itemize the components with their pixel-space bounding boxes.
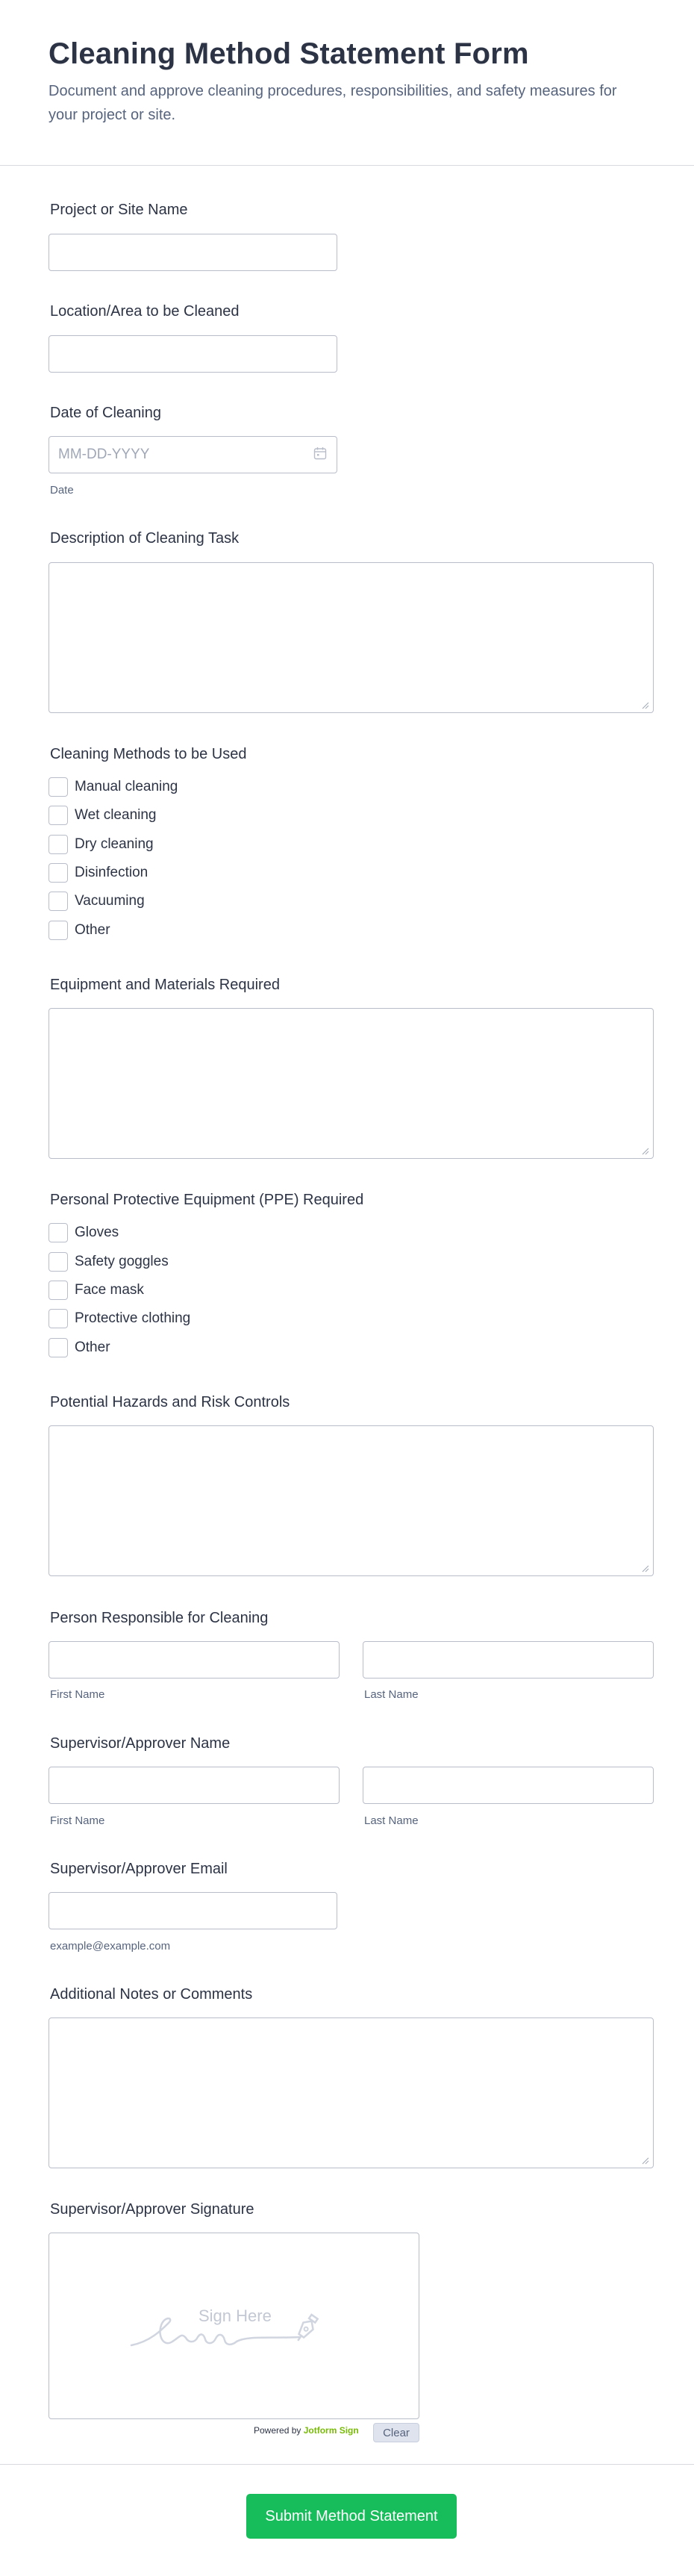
ppe-option-goggles[interactable] <box>49 1252 169 1272</box>
person-last-sublabel: Last Name <box>364 1688 419 1701</box>
signature-placeholder: Sign Here <box>198 2306 272 2325</box>
method-option-other[interactable] <box>49 921 110 940</box>
option-label: Protective clothing <box>75 1310 191 1326</box>
option-label: Vacuuming <box>75 893 145 909</box>
ppe-label: Personal Protective Equipment (PPE) Required <box>50 1192 364 1208</box>
form-subtitle: Document and approve cleaning procedures, responsibilities, and safety measures for your project or site. <box>49 83 617 123</box>
option-label: Dry cleaning <box>75 836 154 852</box>
powered-brand: Jotform Sign <box>303 2425 359 2436</box>
date-sublabel: Date <box>50 484 74 497</box>
method-option-vacuuming[interactable] <box>49 892 145 911</box>
person-responsible-label: Person Responsible for Cleaning <box>50 1610 269 1626</box>
signature-label: Supervisor/Approver Signature <box>50 2201 254 2218</box>
resize-grip-icon[interactable] <box>640 2156 649 2165</box>
resize-grip-icon[interactable] <box>640 1146 649 1155</box>
option-label: Manual cleaning <box>75 779 178 794</box>
project-name-label: Project or Site Name <box>50 202 188 218</box>
checkbox[interactable] <box>49 1252 68 1272</box>
checkbox[interactable] <box>49 921 68 940</box>
supervisor-name-label: Supervisor/Approver Name <box>50 1735 231 1752</box>
resize-grip-icon[interactable] <box>640 700 649 709</box>
option-label: Face mask <box>75 1282 144 1298</box>
person-last-name-input[interactable] <box>363 1641 654 1679</box>
supervisor-first-sublabel: First Name <box>50 1814 105 1827</box>
method-option-dry[interactable] <box>49 835 154 854</box>
description-label: Description of Cleaning Task <box>50 530 240 547</box>
option-label: Disinfection <box>75 865 149 880</box>
signature-pad[interactable] <box>49 2233 419 2419</box>
equipment-textarea[interactable] <box>49 1008 654 1159</box>
supervisor-last-sublabel: Last Name <box>364 1814 419 1827</box>
description-textarea[interactable] <box>49 562 654 713</box>
email-sublabel: example@example.com <box>50 1940 171 1953</box>
method-option-wet[interactable] <box>49 806 157 825</box>
location-input[interactable] <box>49 335 337 373</box>
ppe-option-clothing[interactable] <box>49 1309 190 1328</box>
checkbox[interactable] <box>49 1309 68 1328</box>
option-label: Gloves <box>75 1225 119 1240</box>
option-label: Other <box>75 1340 110 1355</box>
checkbox[interactable] <box>49 777 68 797</box>
supervisor-last-name-input[interactable] <box>363 1767 654 1804</box>
supervisor-email-label: Supervisor/Approver Email <box>50 1861 228 1877</box>
option-label: Other <box>75 922 110 938</box>
checkbox[interactable] <box>49 806 68 825</box>
equipment-label: Equipment and Materials Required <box>50 977 280 993</box>
checkbox[interactable] <box>49 892 68 911</box>
ppe-option-other[interactable] <box>49 1338 110 1357</box>
hazards-textarea[interactable] <box>49 1425 654 1576</box>
ppe-option-gloves[interactable] <box>49 1223 119 1242</box>
methods-label: Cleaning Methods to be Used <box>50 746 247 762</box>
date-label: Date of Cleaning <box>50 405 161 421</box>
option-label: Wet cleaning <box>75 807 157 823</box>
ppe-option-mask[interactable] <box>49 1281 144 1300</box>
project-name-input[interactable] <box>49 234 337 271</box>
date-input[interactable] <box>49 436 337 473</box>
clear-signature-button[interactable]: Clear <box>373 2423 419 2442</box>
location-label: Location/Area to be Cleaned <box>50 303 240 320</box>
checkbox[interactable] <box>49 1223 68 1242</box>
hazards-label: Potential Hazards and Risk Controls <box>50 1394 290 1410</box>
checkbox[interactable] <box>49 1338 68 1357</box>
person-first-name-input[interactable] <box>49 1641 340 1679</box>
form-title: Cleaning Method Statement Form <box>49 37 529 70</box>
supervisor-first-name-input[interactable] <box>49 1767 340 1804</box>
supervisor-email-input[interactable] <box>49 1892 337 1929</box>
method-option-manual[interactable] <box>49 777 178 797</box>
form-header <box>0 0 694 166</box>
notes-textarea[interactable] <box>49 2017 654 2168</box>
option-label: Safety goggles <box>75 1254 169 1269</box>
notes-label: Additional Notes or Comments <box>50 1986 253 2003</box>
resize-grip-icon[interactable] <box>640 1564 649 1572</box>
person-first-sublabel: First Name <box>50 1688 105 1701</box>
checkbox[interactable] <box>49 1281 68 1300</box>
checkbox[interactable] <box>49 863 68 883</box>
method-option-disinfection[interactable] <box>49 863 148 883</box>
powered-by <box>254 2425 359 2436</box>
checkbox[interactable] <box>49 835 68 854</box>
powered-prefix: Powered by <box>254 2425 301 2436</box>
submit-button[interactable]: Submit Method Statement <box>246 2494 457 2539</box>
calendar-icon[interactable] <box>313 447 327 460</box>
